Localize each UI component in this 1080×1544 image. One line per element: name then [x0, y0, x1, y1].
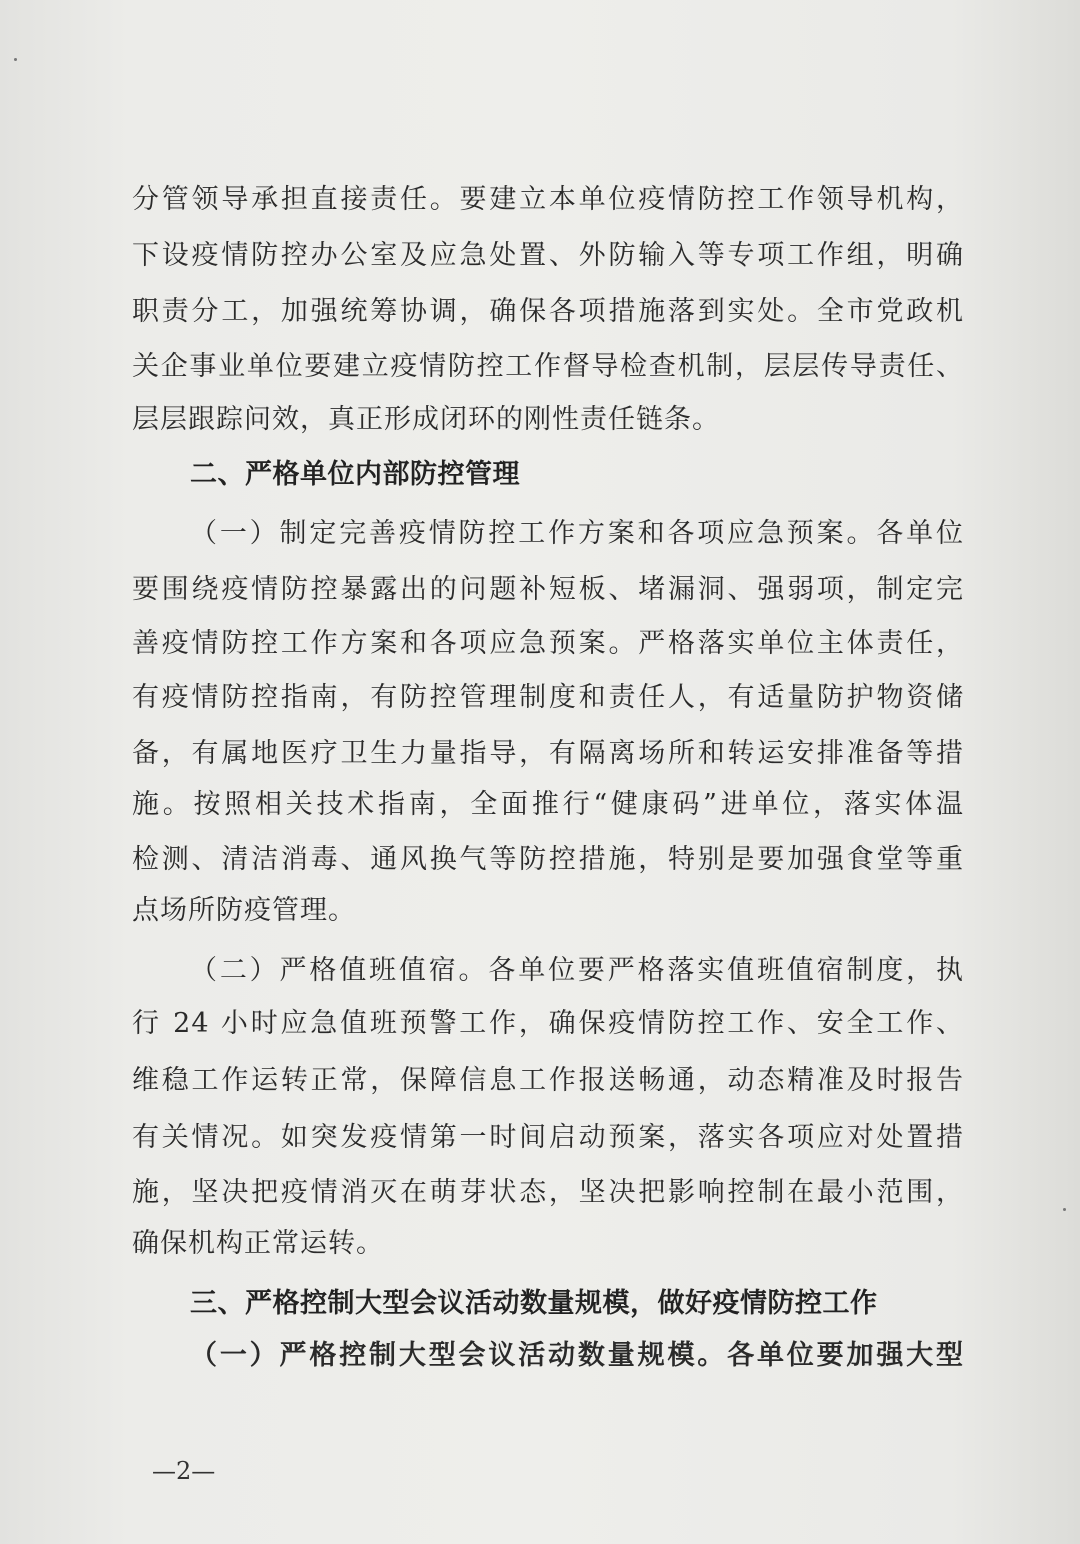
scan-speck: [1063, 1208, 1066, 1211]
body-line: 分管领导承担直接责任。要建立本单位疫情防控工作领导机构，: [132, 184, 964, 215]
body-line: 要围绕疫情防控暴露出的问题补短板、堵漏洞、强弱项，制定完: [132, 574, 964, 605]
body-line: （一）制定完善疫情防控工作方案和各项应急预案。各单位: [190, 518, 964, 549]
body-line: 职责分工，加强统筹协调，确保各项措施落到实处。全市党政机: [132, 296, 964, 327]
body-line: 下设疫情防控办公室及应急处置、外防输入等专项工作组，明确: [132, 240, 964, 271]
body-line: 点场所防疫管理。: [132, 895, 356, 926]
body-line: 施，坚决把疫情消灭在萌芽状态，坚决把影响控制在最小范围，: [132, 1177, 964, 1208]
body-line: 备，有属地医疗卫生力量指导，有隔离场所和转运安排准备等措: [132, 738, 964, 769]
body-line: 行 24 小时应急值班预警工作，确保疫情防控工作、安全工作、: [132, 1008, 964, 1039]
body-line: 善疫情防控工作方案和各项应急预案。严格落实单位主体责任，: [132, 628, 964, 659]
body-line: 关企事业单位要建立疫情防控工作督导检查机制，层层传导责任、: [132, 351, 964, 382]
body-line: （二）严格值班值宿。各单位要严格落实值班值宿制度，执: [190, 955, 964, 986]
body-line: 确保机构正常运转。: [132, 1228, 384, 1259]
scan-speck: [14, 58, 17, 61]
body-line: 有疫情防控指南，有防控管理制度和责任人，有适量防护物资储: [132, 682, 964, 713]
body-line: 维稳工作运转正常，保障信息工作报送畅通，动态精准及时报告: [132, 1065, 964, 1096]
section-heading: 三、严格控制大型会议活动数量规模，做好疫情防控工作: [190, 1288, 878, 1319]
body-line: 施。按照相关技术指南，全面推行“健康码”进单位，落实体温: [132, 789, 964, 820]
body-line: 有关情况。如突发疫情第一时间启动预案，落实各项应对处置措: [132, 1122, 964, 1153]
body-line: 检测、清洁消毒、通风换气等防控措施，特别是要加强食堂等重: [132, 844, 964, 875]
body-line: 层层跟踪问效，真正形成闭环的刚性责任链条。: [132, 404, 720, 435]
section-heading: 二、严格单位内部防控管理: [190, 459, 520, 490]
page-number: —2—: [152, 1457, 216, 1485]
body-line: （一）严格控制大型会议活动数量规模。各单位要加强大型: [190, 1340, 964, 1371]
